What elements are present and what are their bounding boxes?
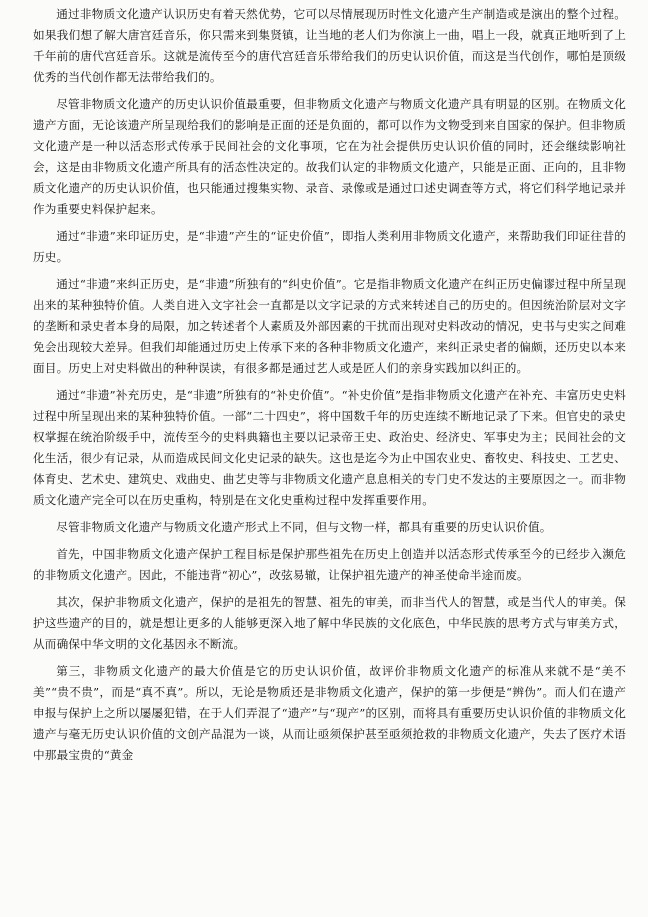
paragraph: 通过“非遗”来纠正历史，是“非遗”所独有的“纠史价值”。它是指非物质文化遗产在纠正历史偏谬过程中所呈现出来的某种独特价值。人类自进入文字社会一直都是以文字记录的方式来转述自己的历史的。但因统治阶层对文字的垄断和录史者本身的局限，加之转述者个人素质及外部因素的干扰而出现对史料改动的情况，史书与史实之间难免会出现较大差异。但我们却能通过历史上传承下来的各种非物质文化遗产，来纠正录史者的偏颇，还历史以本来面目。历史上对史料做出的种种误读，有很多都是通过艺人或是匠人们的亲身实践加以纠正的。 (33, 277, 626, 375)
paragraph: 尽管非物质文化遗产的历史认识价值最重要，但非物质文化遗产与物质文化遗产具有明显的区别。在物质文化遗产方面，无论该遗产所呈现给我们的影响是正面的还是负面的，都可以作为文物受到来自国家的保护。但非物质文化遗产是一种以活态形式传承于民间社会的文化事项，它在为社会提供历史认识价值的同时，还会继续影响社会，这是由非物质文化遗产所具有的活态性决定的。故我们认定的非物质文化遗产，只能是正面、正向的，且非物质文化遗产的历史认识价值，也只能通过搜集实物、录音、录像或是通过口述史调查等方式，将它们科学地记录并作为重要史料保护起来。 (33, 97, 626, 216)
paragraph: 尽管非物质文化遗产与物质文化遗产形式上不同，但与文物一样，都具有重要的历史认识价值。 (56, 519, 552, 534)
paragraph: 通过“非遗”来印证历史，是“非遗”产生的“证史价值”，即指人类利用非物质文化遗产，来帮助我们印证往昔的历史。 (33, 228, 626, 264)
paragraph: 第三，非物质文化遗产的最大价值是它的历史认识价值，故评价非物质文化遗产的标准从来就不是“美不美”“贵不贵”，而是“真不真”。所以，无论是物质还是非物质文化遗产，保护的第一步便是“辨伪”。而人们在遗产申报与保护上之所以屡屡犯错，在于人们弄混了“遗产”与“现产”的区别，而将具有重要历史认识价值的非物质文化遗产与毫无历史认识价值的文创产品混为一谈，从而让亟须保护甚至亟须抢救的非物质文化遗产，失去了医疗术语中那最宝贵的“黄金 (33, 664, 626, 763)
paragraph: 首先，中国非物质文化遗产保护工程目标是保护那些祖先在历史上创造并以活态形式传承至今的已经步入濒危的非物质文化遗产。因此，不能违背“初心”，改弦易辙，让保护祖先遗产的神圣使命半途而废。 (33, 547, 626, 582)
paragraph: 通过“非遗”补充历史，是“非遗”所独有的“补史价值”。“补史价值”是指非物质文化遗产在补充、丰富历史史料过程中所呈现出来的某种独特价值。一部“二十四史”，将中国数千年的历史连续不断地记录了下来。但官史的录史权掌握在统治阶级手中，流传至今的史料典籍也主要以记录帝王史、政治史、经济史、军事史为主；民间社会的文化生活，很少有记录，从而造成民间文化史记录的缺失。这也是迄今为止中国农业史、畜牧史、科技史、工艺史、体育史、艺术史、建筑史、戏曲史、曲艺史等与非物质文化遗产息息相关的专门史不发达的主要原因之一。而非物质文化遗产完全可以在历史重构，特别是在文化史重构过程中发挥重要作用。 (33, 387, 626, 507)
paragraph: 其次，保护非物质文化遗产，保护的是祖先的智慧、祖先的审美，而非当代人的智慧，或是当代人的审美。保护这些遗产的目的，就是想让更多的人能够更深入地了解中华民族的文化底色，中华民族的思考方式与审美方式，从而确保中华文明的文化基因永不断流。 (33, 595, 626, 652)
paragraph: 通过非物质文化遗产认识历史有着天然优势，它可以尽情展现历时性文化遗产生产制造或是演出的整个过程。如果我们想了解大唐宫廷音乐，你只需来到集贤镇，让当地的老人们为你演上一曲，唱上一段，就真正地听到了上千年前的唐代宫廷音乐。这就是流传至今的唐代宫廷音乐带给我们的历史认识价值，而这是当代创作，哪怕是顶级优秀的当代创作都无法带给我们的。 (33, 7, 626, 84)
